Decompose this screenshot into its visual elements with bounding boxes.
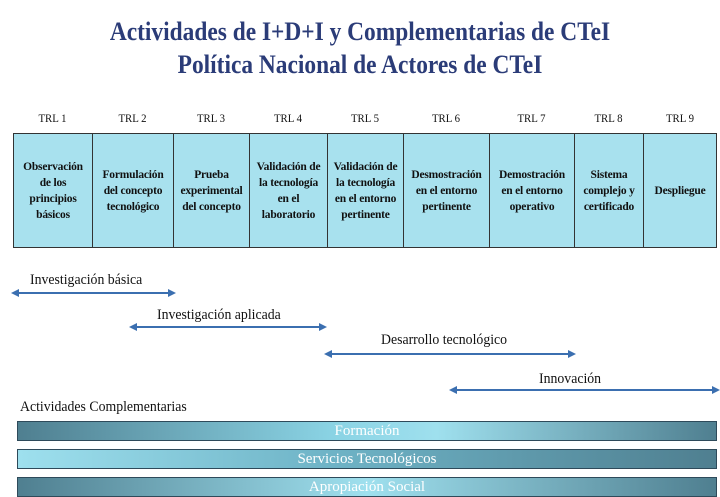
trl-cell: Despliegue (654, 184, 706, 197)
phase-label-applied-research: Investigación aplicada (157, 307, 281, 323)
trl-label: TRL 8 (594, 111, 623, 125)
phase-label-innovation: Innovación (539, 371, 602, 387)
arrow-applied-research (129, 322, 327, 332)
trl-cell: Demostración en el entorno operativo (490, 134, 575, 247)
trl-cell: Prueba experimental del concepto (174, 134, 250, 247)
phase-label-tech-development: Desarrollo tecnológico (381, 332, 508, 348)
bar-servicios-tecnologicos: Servicios Tecnológicos (17, 449, 717, 469)
trl-label: TRL 1 (38, 111, 67, 125)
trl-label: TRL 3 (196, 111, 226, 125)
trl-cell: Validación de la tecnología en el entorno pertinente (328, 134, 404, 247)
diagram-title: Actividades de I+D+I y Complementarias de CTeI (109, 17, 611, 46)
trl-cell: Validación de la tecnología en el laboratorio (250, 134, 328, 247)
trl-label: TRL 5 (350, 111, 380, 125)
trl-cell: Observación de los principios básicos (14, 134, 93, 247)
trl-label: TRL 6 (431, 111, 461, 125)
phase-label-basic-research: Investigación básica (30, 272, 143, 288)
trl-label: TRL 9 (665, 111, 695, 125)
arrow-innovation (449, 385, 720, 395)
trl-cell: Formulación del concepto tecnológico (93, 134, 174, 247)
bar-apropiacion-social: Apropiación Social (17, 477, 717, 497)
arrow-tech-development (324, 349, 576, 359)
trl-label: TRL 2 (118, 111, 147, 125)
trl-label: TRL 7 (517, 111, 546, 125)
trl-cell: Sistema complejo y certificado (575, 134, 644, 247)
diagram-subtitle: Política Nacional de Actores de CTeI (177, 50, 543, 79)
trl-cell: Desmostración en el entorno pertinente (404, 134, 490, 247)
trl-label: TRL 4 (273, 111, 303, 125)
bar-formacion: Formación (17, 421, 717, 441)
trl-table (13, 133, 717, 248)
complementary-activities-title: Actividades Complementarias (20, 399, 187, 415)
arrow-basic-research (11, 288, 176, 298)
